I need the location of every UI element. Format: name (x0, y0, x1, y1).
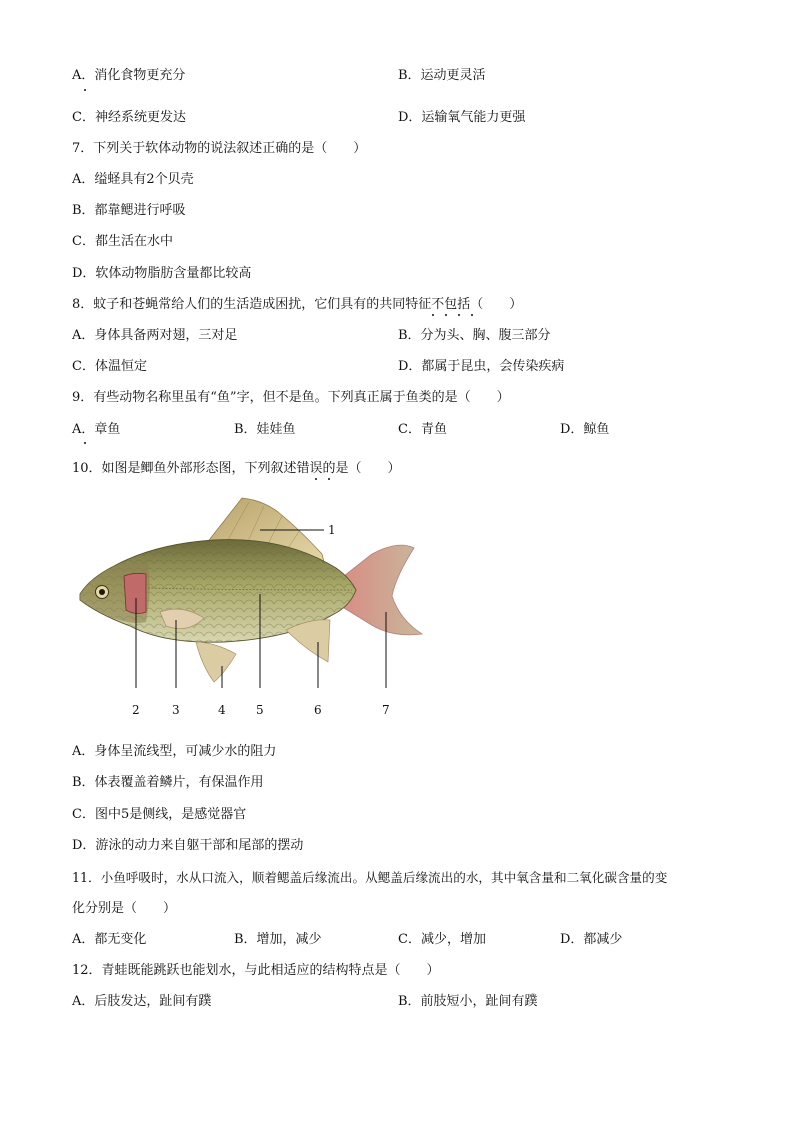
figure-label-1: 1 (328, 523, 336, 537)
emphasis-dot (328, 478, 330, 480)
q8-stem: 8．蚊子和苍蝇常给人们的生活造成困扰，它们具有的共同特征不包括（ ） (72, 297, 523, 312)
q10-option-a: A．身体呈流线型，可减少水的阻力 (72, 744, 277, 759)
emphasis-dot (432, 314, 434, 316)
q7-stem: 7．下列关于软体动物的说法叙述正确的是（ ） (72, 141, 367, 156)
emphasis-dot (84, 442, 86, 444)
q10-option-c: C．图中5是侧线，是感觉器官 (72, 807, 247, 822)
emphasis-dot (445, 314, 447, 316)
q9-option-a: A．章鱼 (72, 422, 121, 437)
q8-option-d: D．都属于昆虫，会传染疾病 (398, 359, 565, 374)
q8-option-b: B．分为头、胸、腹三部分 (398, 328, 551, 343)
figure-label-3: 3 (172, 703, 180, 717)
figure-label-7: 7 (382, 703, 390, 717)
q11-stem-line1: 11．小鱼呼吸时，水从口流入，顺着鳃盖后缘流出。从鳃盖后缘流出的水，其中氧含量和二氧化碳含量的变 (72, 870, 668, 885)
q12-option-a: A．后肢发达，趾间有蹼 (72, 994, 212, 1009)
q12-option-b: B．前肢短小，趾间有蹼 (398, 994, 538, 1009)
crucian-carp-figure (74, 492, 434, 724)
q8-option-a: A．身体具备两对翅，三对足 (72, 328, 238, 343)
figure-label-5: 5 (256, 703, 264, 717)
q11-stem-line2: 化分别是（ ） (72, 901, 177, 916)
q8-option-c: C．体温恒定 (72, 359, 147, 374)
q7-option-d: D．软体动物脂肪含量都比较高 (72, 266, 252, 281)
pupil (99, 589, 105, 595)
q11-option-c: C．减少，增加 (398, 932, 486, 947)
pelvic-fin (196, 642, 236, 682)
figure-label-4: 4 (218, 703, 226, 717)
q11-option-b: B．增加，减少 (234, 932, 322, 947)
figure-label-2: 2 (132, 703, 140, 717)
q6-option-b: B．运动更灵活 (398, 68, 486, 83)
operculum (124, 573, 146, 613)
q10-stem: 10．如图是鲫鱼外部形态图，下列叙述错误的是（ ） (72, 461, 401, 476)
q6-option-d: D．运输氧气能力更强 (398, 110, 526, 125)
q7-option-c: C．都生活在水中 (72, 234, 173, 249)
emphasis-dot (471, 314, 473, 316)
q11-option-d: D．都减少 (560, 932, 623, 947)
q10-option-d: D．游泳的动力来自躯干部和尾部的摆动 (72, 838, 304, 853)
emphasis-dot (315, 478, 317, 480)
q7-option-a: A．缢蛏具有2个贝壳 (72, 172, 194, 187)
q11-option-a: A．都无变化 (72, 932, 147, 947)
q9-option-b: B．娃娃鱼 (234, 422, 296, 437)
q12-stem: 12．青蛙既能跳跃也能划水，与此相适应的结构特点是（ ） (72, 963, 440, 978)
q7-option-b: B．都靠鳃进行呼吸 (72, 203, 186, 218)
emphasis-dot (84, 89, 86, 91)
emphasis-dot (458, 314, 460, 316)
q9-stem: 9．有些动物名称里虽有“鱼”字，但不是鱼。下列真正属于鱼类的是（ ） (72, 390, 510, 405)
figure-label-6: 6 (314, 703, 322, 717)
q10-option-b: B．体表覆盖着鳞片，有保温作用 (72, 775, 264, 790)
q9-option-d: D．鲸鱼 (560, 422, 610, 437)
q9-option-c: C．青鱼 (398, 422, 447, 437)
q6-option-c: C．神经系统更发达 (72, 110, 186, 125)
q6-option-a: A．消化食物更充分 (72, 68, 186, 83)
